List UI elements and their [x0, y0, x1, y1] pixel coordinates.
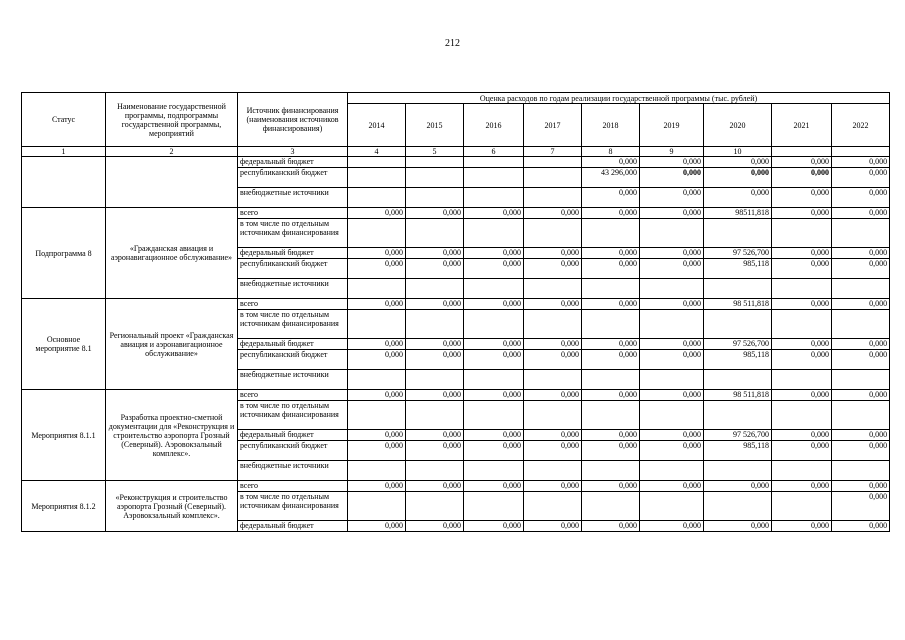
value-cell: 0,000	[832, 430, 890, 441]
value-cell: 0,000	[640, 481, 704, 492]
value-cell: 0,000	[640, 350, 704, 370]
value-cell	[772, 370, 832, 390]
value-cell	[464, 219, 524, 248]
value-cell: 0,000	[524, 350, 582, 370]
value-cell: 0,000	[582, 208, 640, 219]
value-cell: 0,000	[832, 390, 890, 401]
value-cell	[406, 157, 464, 168]
value-cell: 985,118	[704, 350, 772, 370]
value-cell: 0,000	[640, 521, 704, 532]
column-number: 6	[464, 147, 524, 157]
value-cell: 0,000	[772, 521, 832, 532]
value-cell: 0,000	[640, 430, 704, 441]
funding-source-cell: федеральный бюджет	[238, 248, 348, 259]
program-name-cell: Разработка проектно-сметной документации для «Реконструкция и строительство аэропорта Грозный (Северный). Аэровокзальный комплекс».	[106, 390, 238, 481]
column-number: 5	[406, 147, 464, 157]
header-year: 2020	[704, 104, 772, 147]
funding-source-cell: внебюджетные источники	[238, 461, 348, 481]
value-cell: 0,000	[406, 248, 464, 259]
value-cell	[640, 401, 704, 430]
header-expenses-group: Оценка расходов по годам реализации государственной программы (тыс. рублей)	[348, 93, 890, 104]
value-cell	[640, 461, 704, 481]
value-cell	[772, 279, 832, 299]
header-name: Наименование государственной программы, подпрограммы государственной программы, мероприятий	[106, 93, 238, 147]
value-cell	[524, 279, 582, 299]
value-cell	[464, 157, 524, 168]
value-cell: 0,000	[406, 441, 464, 461]
value-cell	[406, 401, 464, 430]
value-cell	[524, 370, 582, 390]
funding-source-cell: всего	[238, 299, 348, 310]
value-cell: 0,000	[348, 208, 406, 219]
value-cell: 0,000	[582, 248, 640, 259]
value-cell	[348, 279, 406, 299]
budget-table	[21, 92, 890, 532]
value-cell: 0,000	[406, 208, 464, 219]
value-cell	[406, 279, 464, 299]
value-cell: 0,000	[406, 350, 464, 370]
value-cell	[406, 219, 464, 248]
funding-source-cell: в том числе по отдельным источникам финансирования	[238, 492, 348, 521]
value-cell: 0,000	[704, 481, 772, 492]
value-cell: 97 526,700	[704, 430, 772, 441]
value-cell: 0,000	[832, 521, 890, 532]
value-cell: 0,000	[348, 481, 406, 492]
value-cell: 98 511,818	[704, 390, 772, 401]
value-cell	[464, 188, 524, 208]
value-cell: 0,000	[582, 157, 640, 168]
value-cell: 0,000	[406, 521, 464, 532]
value-cell: 0,000	[348, 299, 406, 310]
value-cell: 985,118	[704, 259, 772, 279]
value-cell	[640, 370, 704, 390]
value-cell: 0,000	[832, 259, 890, 279]
value-cell	[832, 401, 890, 430]
value-cell	[406, 188, 464, 208]
program-name-cell	[106, 157, 238, 208]
funding-source-cell: республиканский бюджет	[238, 350, 348, 370]
value-cell: 97 526,700	[704, 248, 772, 259]
column-number: 8	[582, 147, 640, 157]
value-cell	[772, 492, 832, 521]
value-cell: 0,000	[582, 259, 640, 279]
value-cell	[832, 279, 890, 299]
value-cell	[348, 168, 406, 188]
value-cell	[464, 461, 524, 481]
value-cell: 0,000	[640, 259, 704, 279]
column-number: 1	[22, 147, 106, 157]
value-cell: 0,000	[772, 350, 832, 370]
funding-source-cell: республиканский бюджет	[238, 441, 348, 461]
status-cell	[22, 157, 106, 208]
status-cell: Мероприятия 8.1.1	[22, 390, 106, 481]
value-cell: 0,000	[832, 350, 890, 370]
value-cell: 0,000	[640, 208, 704, 219]
column-number	[832, 147, 890, 157]
value-cell: 0,000	[640, 168, 704, 188]
value-cell: 0,000	[582, 188, 640, 208]
value-cell: 0,000	[464, 208, 524, 219]
value-cell: 0,000	[348, 390, 406, 401]
value-cell: 0,000	[348, 350, 406, 370]
value-cell: 0,000	[464, 350, 524, 370]
value-cell: 97 526,700	[704, 339, 772, 350]
value-cell: 0,000	[348, 441, 406, 461]
value-cell	[348, 310, 406, 339]
header-year: 2016	[464, 104, 524, 147]
value-cell: 0,000	[772, 208, 832, 219]
value-cell	[524, 188, 582, 208]
value-cell: 0,000	[524, 521, 582, 532]
table-row	[22, 157, 890, 168]
value-cell: 0,000	[640, 299, 704, 310]
value-cell	[406, 492, 464, 521]
value-cell	[524, 461, 582, 481]
funding-source-cell: внебюджетные источники	[238, 370, 348, 390]
value-cell	[406, 461, 464, 481]
value-cell: 0,000	[772, 339, 832, 350]
value-cell	[640, 279, 704, 299]
value-cell	[704, 401, 772, 430]
value-cell: 0,000	[704, 188, 772, 208]
value-cell: 0,000	[582, 441, 640, 461]
funding-source-cell: в том числе по отдельным источникам финансирования	[238, 310, 348, 339]
funding-source-cell: всего	[238, 481, 348, 492]
value-cell	[640, 219, 704, 248]
value-cell: 0,000	[582, 390, 640, 401]
value-cell: 0,000	[832, 492, 890, 521]
value-cell: 0,000	[640, 188, 704, 208]
column-number: 7	[524, 147, 582, 157]
value-cell	[348, 492, 406, 521]
value-cell	[704, 370, 772, 390]
column-number: 10	[704, 147, 772, 157]
value-cell	[640, 310, 704, 339]
program-name-cell: Региональный проект «Гражданская авиация и аэронавигационное обслуживание»	[106, 299, 238, 390]
funding-source-cell: республиканский бюджет	[238, 168, 348, 188]
value-cell: 0,000	[524, 299, 582, 310]
value-cell: 0,000	[464, 521, 524, 532]
value-cell	[832, 370, 890, 390]
funding-source-cell: внебюджетные источники	[238, 279, 348, 299]
value-cell	[582, 219, 640, 248]
value-cell: 0,000	[772, 168, 832, 188]
value-cell	[772, 310, 832, 339]
value-cell	[832, 219, 890, 248]
value-cell: 0,000	[406, 430, 464, 441]
value-cell	[772, 219, 832, 248]
value-cell	[524, 401, 582, 430]
value-cell: 0,000	[772, 430, 832, 441]
value-cell: 0,000	[832, 299, 890, 310]
value-cell: 0,000	[772, 441, 832, 461]
value-cell: 0,000	[640, 390, 704, 401]
header-source: Источник финансирования (наименования источников финансирования)	[238, 93, 348, 147]
value-cell: 0,000	[772, 248, 832, 259]
table-row	[22, 390, 890, 401]
value-cell: 0,000	[524, 259, 582, 279]
value-cell: 98 511,818	[704, 299, 772, 310]
value-cell: 0,000	[406, 339, 464, 350]
value-cell	[704, 310, 772, 339]
funding-source-cell: в том числе по отдельным источникам финансирования	[238, 219, 348, 248]
value-cell: 0,000	[772, 481, 832, 492]
value-cell: 0,000	[640, 157, 704, 168]
column-number: 4	[348, 147, 406, 157]
value-cell: 0,000	[464, 259, 524, 279]
program-name-cell: «Реконструкция и строительство аэропорта Грозный (Северный). Аэровокзальный комплекс».	[106, 481, 238, 532]
value-cell: 0,000	[832, 168, 890, 188]
funding-source-cell: всего	[238, 390, 348, 401]
value-cell	[524, 157, 582, 168]
header-status: Статус	[22, 93, 106, 147]
value-cell: 0,000	[772, 390, 832, 401]
value-cell	[406, 310, 464, 339]
value-cell: 0,000	[582, 481, 640, 492]
value-cell	[524, 219, 582, 248]
funding-source-cell: внебюджетные источники	[238, 188, 348, 208]
funding-source-cell: федеральный бюджет	[238, 521, 348, 532]
funding-source-cell: республиканский бюджет	[238, 259, 348, 279]
value-cell: 98511,818	[704, 208, 772, 219]
value-cell: 0,000	[832, 188, 890, 208]
value-cell: 0,000	[772, 188, 832, 208]
value-cell	[406, 370, 464, 390]
value-cell	[348, 188, 406, 208]
value-cell: 0,000	[464, 299, 524, 310]
column-number: 2	[106, 147, 238, 157]
value-cell	[348, 219, 406, 248]
value-cell	[524, 168, 582, 188]
value-cell: 0,000	[704, 521, 772, 532]
funding-source-cell: всего	[238, 208, 348, 219]
value-cell: 0,000	[524, 481, 582, 492]
value-cell: 0,000	[582, 521, 640, 532]
value-cell	[582, 401, 640, 430]
column-number	[772, 147, 832, 157]
program-name-cell: «Гражданская авиация и аэронавигационное обслуживание»	[106, 208, 238, 299]
table-row	[22, 299, 890, 310]
value-cell	[348, 401, 406, 430]
value-cell	[464, 401, 524, 430]
page-number: 212	[445, 38, 460, 49]
value-cell: 0,000	[772, 259, 832, 279]
value-cell	[704, 219, 772, 248]
value-cell: 0,000	[832, 441, 890, 461]
value-cell	[582, 310, 640, 339]
header-year: 2017	[524, 104, 582, 147]
column-number: 3	[238, 147, 348, 157]
value-cell: 0,000	[348, 248, 406, 259]
value-cell: 43 296,000	[582, 168, 640, 188]
value-cell	[582, 492, 640, 521]
value-cell: 0,000	[524, 339, 582, 350]
value-cell	[772, 461, 832, 481]
value-cell	[348, 157, 406, 168]
value-cell: 0,000	[348, 259, 406, 279]
value-cell: 0,000	[406, 481, 464, 492]
header-year: 2014	[348, 104, 406, 147]
header-year: 2015	[406, 104, 464, 147]
value-cell	[406, 168, 464, 188]
value-cell: 0,000	[464, 339, 524, 350]
value-cell: 0,000	[524, 430, 582, 441]
status-cell: Мероприятия 8.1.2	[22, 481, 106, 532]
value-cell	[832, 310, 890, 339]
value-cell	[348, 461, 406, 481]
value-cell: 0,000	[348, 430, 406, 441]
value-cell: 0,000	[464, 248, 524, 259]
value-cell: 0,000	[772, 299, 832, 310]
value-cell	[464, 492, 524, 521]
value-cell: 0,000	[772, 157, 832, 168]
value-cell	[464, 310, 524, 339]
value-cell: 0,000	[704, 168, 772, 188]
value-cell: 0,000	[640, 441, 704, 461]
value-cell: 0,000	[406, 299, 464, 310]
value-cell: 0,000	[640, 248, 704, 259]
table-row	[22, 481, 890, 492]
value-cell: 0,000	[832, 208, 890, 219]
value-cell: 0,000	[464, 481, 524, 492]
value-cell	[464, 279, 524, 299]
table-row	[22, 208, 890, 219]
value-cell: 0,000	[524, 248, 582, 259]
value-cell: 0,000	[704, 157, 772, 168]
value-cell: 0,000	[524, 441, 582, 461]
funding-source-cell: федеральный бюджет	[238, 339, 348, 350]
value-cell: 0,000	[582, 430, 640, 441]
header-year: 2022	[832, 104, 890, 147]
value-cell: 0,000	[832, 481, 890, 492]
value-cell	[582, 279, 640, 299]
value-cell: 0,000	[582, 339, 640, 350]
header-year: 2018	[582, 104, 640, 147]
value-cell	[464, 370, 524, 390]
value-cell	[348, 370, 406, 390]
value-cell	[772, 401, 832, 430]
value-cell	[524, 492, 582, 521]
value-cell	[832, 461, 890, 481]
value-cell: 0,000	[832, 157, 890, 168]
header-year: 2019	[640, 104, 704, 147]
value-cell: 0,000	[348, 521, 406, 532]
value-cell: 0,000	[464, 441, 524, 461]
value-cell	[640, 492, 704, 521]
funding-source-cell: федеральный бюджет	[238, 157, 348, 168]
funding-source-cell: федеральный бюджет	[238, 430, 348, 441]
value-cell: 0,000	[582, 350, 640, 370]
value-cell: 985,118	[704, 441, 772, 461]
value-cell	[704, 279, 772, 299]
value-cell: 0,000	[406, 390, 464, 401]
funding-source-cell: в том числе по отдельным источникам финансирования	[238, 401, 348, 430]
value-cell: 0,000	[464, 430, 524, 441]
value-cell	[704, 492, 772, 521]
value-cell	[582, 461, 640, 481]
status-cell: Подпрограмма 8	[22, 208, 106, 299]
value-cell: 0,000	[832, 339, 890, 350]
column-number: 9	[640, 147, 704, 157]
value-cell: 0,000	[524, 390, 582, 401]
value-cell: 0,000	[582, 299, 640, 310]
value-cell	[582, 370, 640, 390]
value-cell	[464, 168, 524, 188]
value-cell: 0,000	[464, 390, 524, 401]
value-cell	[524, 310, 582, 339]
status-cell: Основное мероприятие 8.1	[22, 299, 106, 390]
value-cell: 0,000	[406, 259, 464, 279]
value-cell: 0,000	[832, 248, 890, 259]
header-year: 2021	[772, 104, 832, 147]
value-cell	[704, 461, 772, 481]
value-cell: 0,000	[640, 339, 704, 350]
value-cell: 0,000	[348, 339, 406, 350]
value-cell: 0,000	[524, 208, 582, 219]
